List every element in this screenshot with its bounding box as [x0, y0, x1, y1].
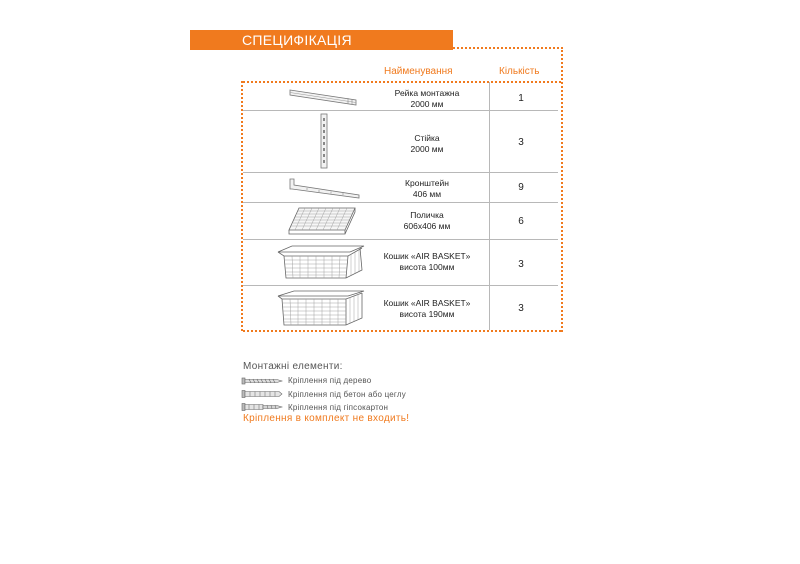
basket-high-icon — [276, 290, 368, 328]
item-qty: 6 — [518, 216, 524, 227]
item-qty: 9 — [518, 182, 524, 193]
frame-top-dots — [453, 47, 563, 49]
item-size: 2000 мм — [410, 99, 444, 109]
mounting-title: Монтажні елементи: — [243, 361, 343, 372]
mounting-item-label: Кріплення під дерево — [288, 376, 372, 385]
item-name: Стійка — [414, 133, 440, 143]
mounting-item-label: Кріплення під бетон або цеглу — [288, 390, 406, 399]
concrete-dowel-icon — [241, 389, 283, 399]
item-name: Кошик «AIR BASKET» — [383, 298, 471, 308]
row-divider — [243, 172, 558, 173]
item-size: 606x406 мм — [403, 221, 451, 231]
wood-screw-icon — [241, 376, 283, 386]
upright-icon — [317, 113, 331, 169]
item-size: 2000 мм — [410, 144, 444, 154]
mounting-item-label: Кріплення під гіпсокартон — [288, 403, 389, 412]
mounting-rail-icon — [288, 86, 360, 108]
item-size: висота 100мм — [399, 262, 455, 272]
item-size: 406 мм — [412, 189, 442, 199]
row-divider — [243, 239, 558, 240]
bracket-icon — [287, 176, 363, 200]
row-divider — [243, 202, 558, 203]
header-qty: Кількість — [499, 66, 540, 77]
row-divider — [243, 110, 558, 111]
item-qty: 3 — [518, 303, 524, 314]
shelf-icon — [285, 205, 359, 237]
table-left-dots — [241, 81, 243, 331]
mounting-note: Кріплення в комплект не входить! — [243, 413, 410, 424]
item-name: Поличка — [410, 210, 444, 220]
page-title: СПЕЦИФІКАЦІЯ — [190, 30, 453, 50]
item-qty: 3 — [518, 137, 524, 148]
item-name: Кошик «AIR BASKET» — [383, 251, 471, 261]
item-qty: 3 — [518, 259, 524, 270]
table-top-dots — [243, 81, 561, 83]
item-size: висота 190мм — [399, 309, 455, 319]
basket-low-icon — [276, 244, 368, 282]
item-name: Рейка монтажна — [394, 88, 460, 98]
header-name: Найменування — [384, 66, 453, 77]
column-divider — [489, 82, 490, 330]
item-qty: 1 — [518, 93, 524, 104]
table-bottom-dots — [243, 330, 561, 332]
row-divider — [243, 285, 558, 286]
item-name: Кронштейн — [405, 178, 449, 188]
frame-right-dots — [561, 47, 563, 332]
drywall-anchor-icon — [241, 402, 283, 412]
